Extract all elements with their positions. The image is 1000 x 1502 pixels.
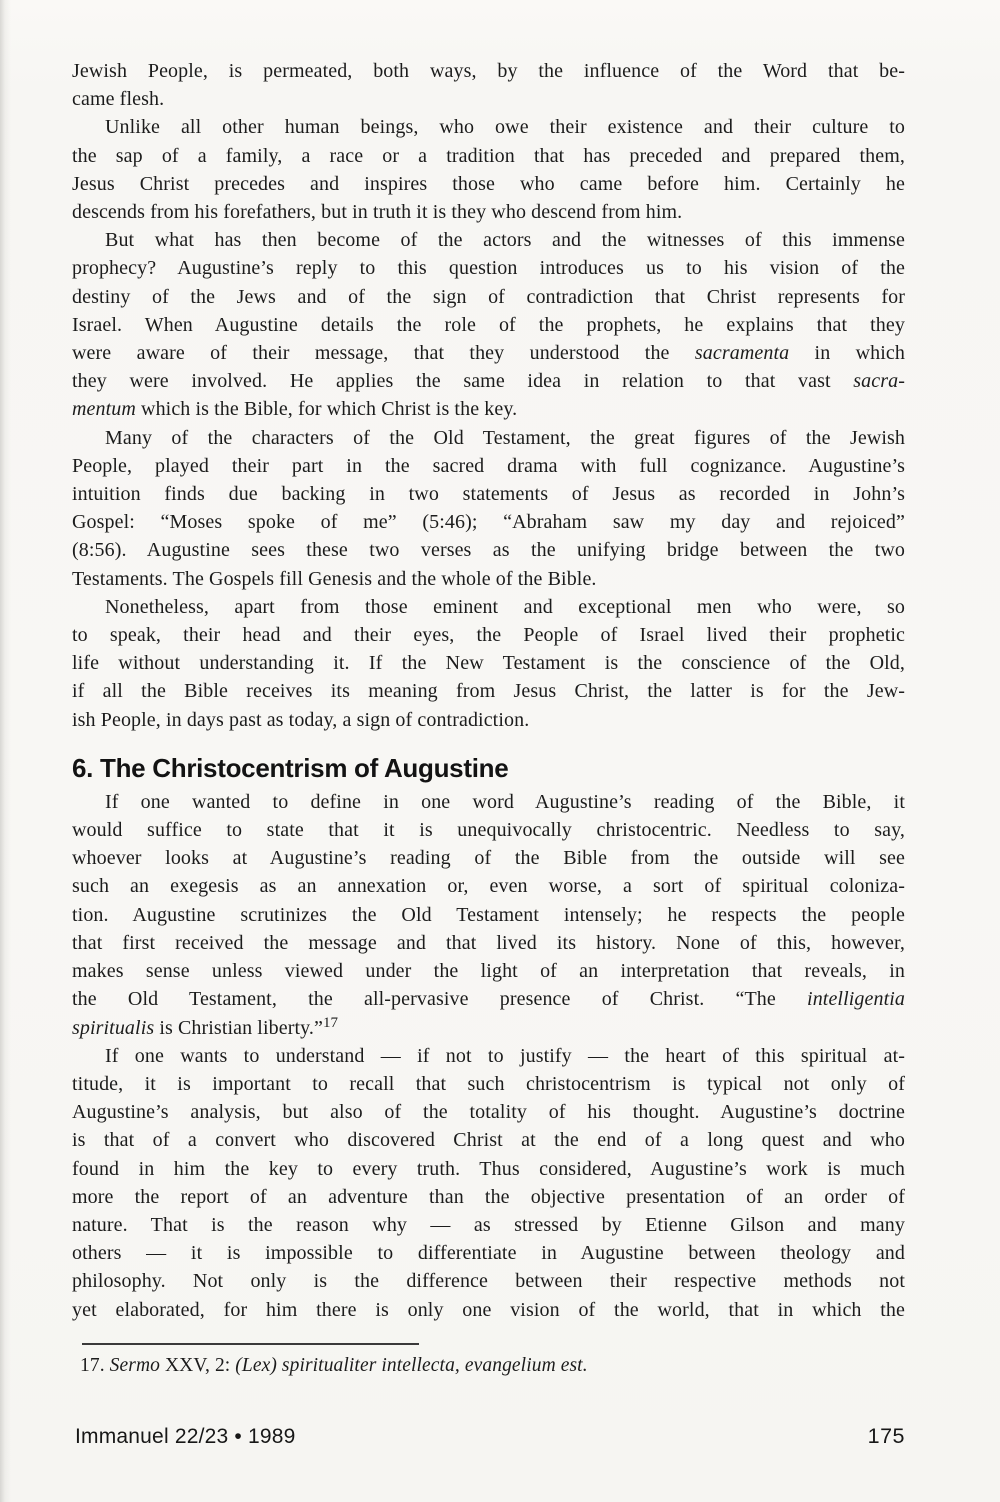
text-line: prophecy? Augustine’s reply to this question introduces us to his vision of the	[72, 257, 905, 280]
text-line: philosophy. Not only is the difference between their respective methods not	[72, 1270, 905, 1293]
text-line: that first received the message and that lived its history. None of this, however,	[72, 931, 905, 954]
paragraph	[72, 57, 905, 113]
page-footer	[72, 1424, 905, 1449]
text-line: ish People, in days past as today, a sign of contradiction.	[72, 708, 530, 731]
text-line: came flesh.	[72, 88, 165, 111]
text-line: such an exegesis as an annexation or, even worse, a sort of spiritual coloniza-	[72, 875, 905, 898]
paragraph	[72, 226, 905, 423]
text-line: (8:56). Augustine sees these two verses as the unifying bridge between the two	[72, 539, 905, 562]
footnote	[80, 1353, 905, 1381]
text-line: If one wanted to define in one word Augustine’s reading of the Bible, it	[105, 790, 905, 813]
page-number: 175	[867, 1423, 905, 1448]
text-line: People, played their part in the sacred drama with full cognizance. Augustine’s	[72, 454, 905, 477]
paragraph	[72, 593, 905, 734]
text-line: If one wants to understand — if not to justify — the heart of this spiritual at-	[105, 1044, 905, 1067]
section-heading: 6. The Christocentrism of Augustine	[72, 752, 509, 783]
paragraph	[72, 788, 905, 1042]
paragraph	[72, 1042, 905, 1324]
text-line: Israel. When Augustine details the role of the prophets, he explains that they	[72, 313, 905, 336]
text-line: Gospel: “Moses spoke of me” (5:46); “Abraham saw my day and rejoiced”	[72, 511, 905, 534]
text-line: titude, it is important to recall that such christocentrism is typical not only of	[72, 1072, 905, 1095]
text-line: others — it is impossible to differentiate in Augustine between theology and	[72, 1242, 905, 1265]
text-line: the sap of a family, a race or a tradition that has preceded and prepared them,	[72, 144, 905, 167]
text-line: descends from his forefathers, but in truth it is they who descend from him.	[72, 201, 683, 224]
paragraph	[72, 113, 905, 226]
text-line: mentum which is the Bible, for which Christ is the key.	[72, 398, 518, 421]
text-line: whoever looks at Augustine’s reading of the Bible from the outside will see	[72, 847, 905, 870]
text-line: found in him the key to every truth. Thus considered, Augustine’s work is much	[72, 1157, 905, 1180]
text-line: intuition finds due backing in two statements of Jesus as recorded in John’s	[72, 483, 905, 506]
text-line: Jesus Christ precedes and inspires those who came before him. Certainly he	[72, 172, 905, 195]
text-line: Unlike all other human beings, who owe their existence and their culture to	[105, 116, 905, 139]
text-line: But what has then become of the actors and the witnesses of this immense	[105, 229, 905, 252]
text-line: if all the Bible receives its meaning from Jesus Christ, the latter is for the Jew-	[72, 680, 905, 703]
text-line: tion. Augustine scrutinizes the Old Testament intensely; he respects the people	[72, 903, 905, 926]
text-line: Augustine’s analysis, but also of the totality of his thought. Augustine’s doctrine	[72, 1101, 905, 1124]
text-line: life without understanding it. If the New Testament is the conscience of the Old,	[72, 652, 905, 675]
text-line: Nonetheless, apart from those eminent and exceptional men who were, so	[105, 595, 905, 618]
text-line: they were involved. He applies the same idea in relation to that vast sacra-	[72, 370, 905, 393]
text-line: to speak, their head and their eyes, the People of Israel lived their prophetic	[72, 624, 905, 647]
text-line: nature. That is the reason why — as stressed by Etienne Gilson and many	[72, 1213, 905, 1236]
publication-info: Immanuel 22/23 • 1989	[75, 1424, 296, 1448]
text-flow	[72, 57, 905, 1381]
text-line: more the report of an adventure than the objective presentation of an order of	[72, 1185, 905, 1208]
text-line: makes sense unless viewed under the light of an interpretation that reveals, in	[72, 960, 905, 983]
text-line: the Old Testament, the all-pervasive presence of Christ. “The intelligentia	[72, 988, 905, 1011]
text-line: would suffice to state that it is unequivocally christocentric. Needless to say,	[72, 819, 905, 842]
text-line: were aware of their message, that they understood the sacramenta in which	[72, 342, 905, 365]
paragraph	[72, 424, 905, 593]
text-line: 17. Sermo XXV, 2: (Lex) spiritualiter intellecta, evangelium est.	[80, 1354, 588, 1376]
text-line: yet elaborated, for him there is only one vision of the world, that in which the	[72, 1298, 905, 1321]
footnote-divider	[82, 1343, 419, 1345]
text-line: Testaments. The Gospels fill Genesis and the whole of the Bible.	[72, 567, 597, 590]
footnote-reference: 17	[323, 1014, 338, 1031]
text-line: Many of the characters of the Old Testament, the great figures of the Jewish	[105, 426, 905, 449]
text-line: destiny of the Jews and of the sign of contradiction that Christ represents for	[72, 285, 905, 308]
text-line: is that of a convert who discovered Christ at the end of a long quest and who	[72, 1129, 905, 1152]
text-line: Jewish People, is permeated, both ways, by the influence of the Word that be-	[72, 60, 905, 82]
text-line: spiritualis is Christian liberty.”$^{17}$	[72, 1014, 338, 1039]
